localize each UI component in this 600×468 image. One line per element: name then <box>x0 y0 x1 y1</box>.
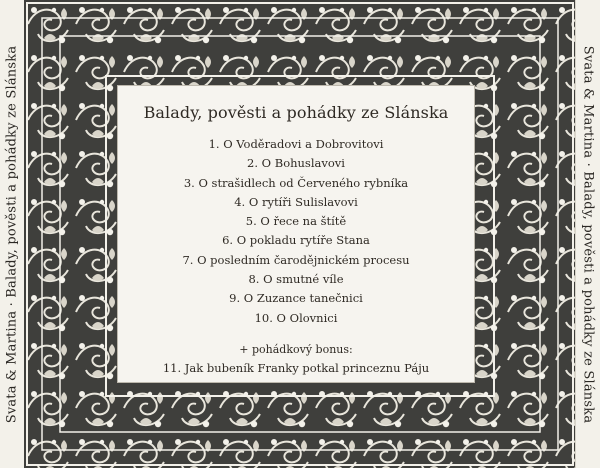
right-spine-text: Svata & Martina · Balady, pověsti a pohádky ze Slánska <box>580 45 596 423</box>
ornamental-border <box>24 0 576 468</box>
tracklist-panel <box>117 85 475 383</box>
track-4: 4. O rytíři Sulislavovi <box>234 194 358 209</box>
left-spine <box>0 0 25 468</box>
track-1: 1. O Voděradovi a Dobrovitovi <box>208 137 384 151</box>
track-10: 10. O Olovnici <box>254 310 338 325</box>
album-title: Balady, pověsti a pohádky ze Slánska <box>143 103 449 122</box>
track-8: 8. O smutné víle <box>248 272 344 287</box>
track-3: 3. O strašidlech od Červeného rybníka <box>183 175 409 190</box>
track-6: 6. O pokladu rytíře Stana <box>222 233 370 248</box>
track-11-bonus: 11. Jak bubeník Franky potkal princeznu Páju <box>162 361 430 375</box>
track-9: 9. O Zuzance tanečnici <box>229 291 363 306</box>
track-2: 2. O Bohuslavovi <box>247 156 345 171</box>
right-spine <box>575 0 600 468</box>
tracklist <box>117 135 475 328</box>
track-5: 5. O řece na štítě <box>245 214 347 229</box>
bonus-label: + pohádkový bonus: <box>239 343 353 356</box>
track-7: 7. O posledním čarodějnickém procesu <box>182 252 410 267</box>
left-spine-text: Svata & Martina · Balady, pověsti a pohádky ze Slánska <box>4 45 20 423</box>
